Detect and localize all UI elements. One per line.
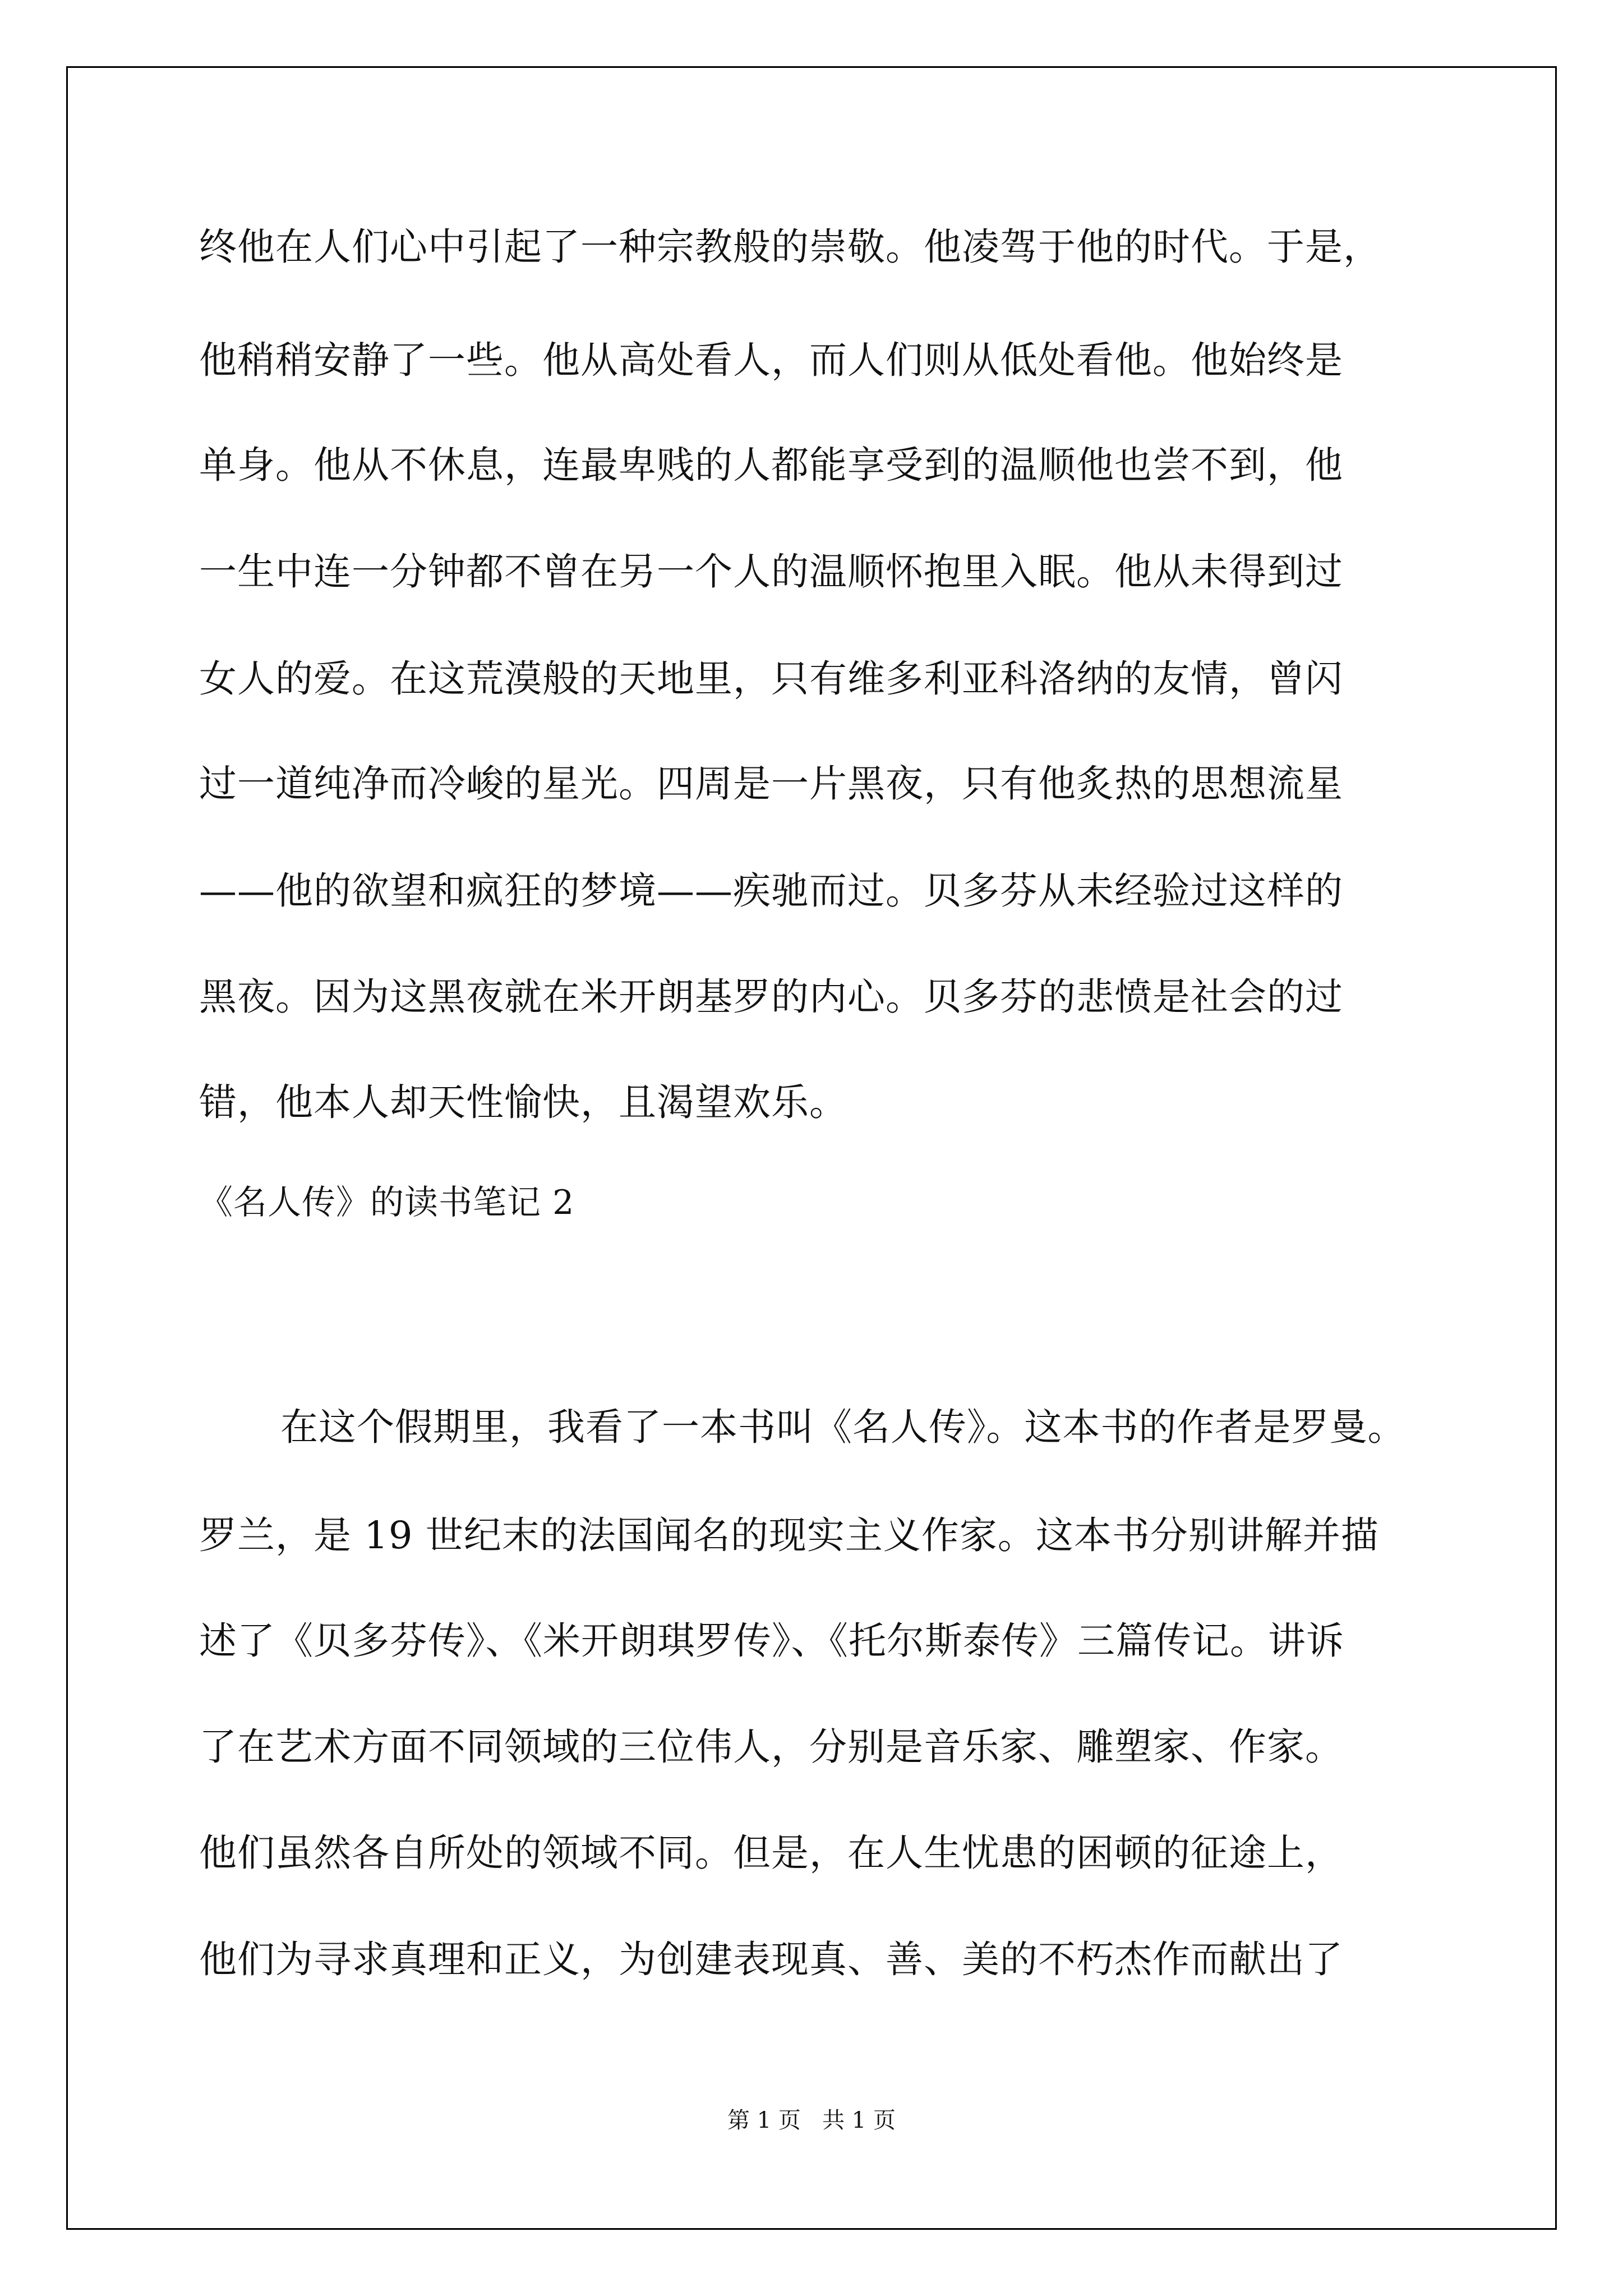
page-footer: 第 1 页 共 1 页	[727, 2108, 896, 2133]
paragraph-1-line-3: 单身。他从不休息，连最卑贱的人都能享受到的温顺他也尝不到，他	[199, 443, 1343, 487]
paragraph-1-line-5: 女人的爱。在这荒漠般的天地里，只有维多利亚科洛纳的友情，曾闪	[199, 657, 1343, 701]
paragraph-2-line-3: 述了《贝多芬传》、《米开朗琪罗传》、《托尔斯泰传》三篇传记。讲诉	[199, 1619, 1344, 1663]
page-border	[66, 66, 1557, 2230]
paragraph-1-line-9: 错，他本人却天性愉快，且渴望欢乐。	[199, 1080, 847, 1124]
paragraph-1-line-1: 终他在人们心中引起了一种宗教般的崇敬。他凌驾于他的时代。于是，	[199, 225, 1381, 269]
paragraph-1-line-6: 过一道纯净而冷峻的星光。四周是一片黑夜，只有他炙热的思想流星	[199, 762, 1343, 806]
paragraph-2-line-4: 了在艺术方面不同领域的三位伟人，分别是音乐家、雕塑家、作家。	[199, 1725, 1343, 1769]
paragraph-1-line-2: 他稍稍安静了一些。他从高处看人，而人们则从低处看他。他始终是	[199, 338, 1343, 382]
section-heading: 《名人传》的读书笔记 2	[199, 1183, 575, 1222]
paragraph-2-line-6: 他们为寻求真理和正义，为创建表现真、善、美的不朽杰作而献出了	[199, 1938, 1343, 1981]
paragraph-1-line-8: 黑夜。因为这黑夜就在米开朗基罗的内心。贝多芬的悲愤是社会的过	[199, 975, 1343, 1019]
paragraph-2-line-2: 罗兰，是 19 世纪末的法国闻名的现实主义作家。这本书分别讲解并描	[199, 1513, 1379, 1557]
paragraph-2-line-1: 在这个假期里，我看了一本书叫《名人传》。这本书的作者是罗曼。	[280, 1405, 1406, 1449]
paragraph-1-line-7: ——他的欲望和疯狂的梦境——疾驰而过。贝多芬从未经验过这样的	[199, 869, 1343, 913]
paragraph-2-line-5: 他们虽然各自所处的领域不同。但是，在人生忧患的困顿的征途上，	[199, 1831, 1343, 1875]
paragraph-1-line-4: 一生中连一分钟都不曾在另一个人的温顺怀抱里入眠。他从未得到过	[199, 550, 1343, 593]
